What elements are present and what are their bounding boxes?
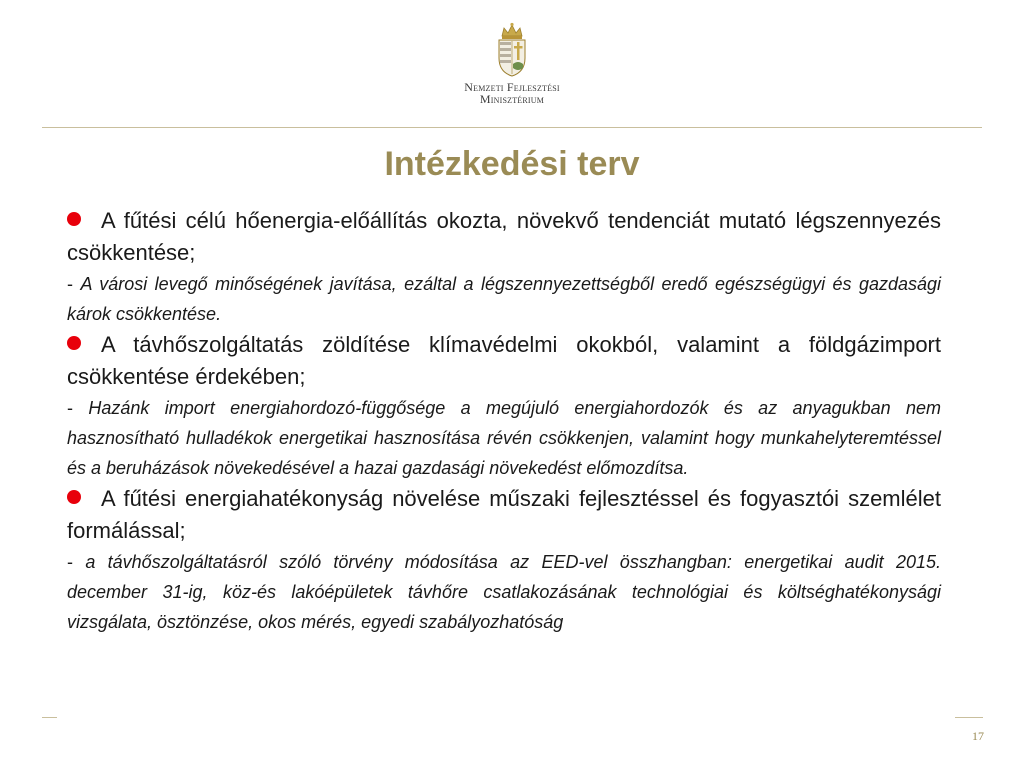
bullet-item bbox=[67, 483, 941, 547]
bullet-text: A fűtési célú hőenergia-előállítás okozta, növekvő tendenciát mutató légszennyezés csökkentése; bbox=[67, 208, 941, 265]
bullet-dot-icon bbox=[67, 336, 81, 350]
bullet-item bbox=[67, 205, 941, 269]
sub-text: a távhőszolgáltatásról szóló törvény módosítása az EED-vel összhangban: energetikai audit 2015. december 31-ig, köz-és lakóépületek távhőre csatlakozásának technológiai és költséghatékonysági vizsgálata, ösztönzése, okos mérés, egyedi szabályozhatóság bbox=[67, 552, 941, 632]
sub-item bbox=[67, 547, 941, 637]
footer-divider-left bbox=[42, 717, 57, 718]
hungarian-coat-of-arms-icon bbox=[494, 22, 530, 78]
page-number: 17 bbox=[972, 729, 984, 743]
ministry-name-line-2: Minisztérium bbox=[479, 92, 545, 106]
sub-text: A városi levegő minőségének javítása, ezáltal a légszennyezettségből eredő egészségügyi és gazdasági károk csökkentése. bbox=[67, 274, 942, 324]
ministry-name-line-1: Nemzeti Fejlesztési bbox=[464, 80, 560, 94]
bullet-item bbox=[67, 329, 941, 393]
slide-content bbox=[67, 205, 941, 637]
dash-icon: - bbox=[67, 552, 86, 572]
bullet-text: A fűtési energiahatékonyság növelése műszaki fejlesztéssel és fogyasztói szemlélet formálással; bbox=[67, 486, 941, 543]
dash-icon: - bbox=[67, 274, 81, 294]
bullet-text: A távhőszolgáltatás zöldítése klímavédelmi okokból, valamint a földgázimport csökkentése érdekében; bbox=[67, 332, 941, 389]
ministry-logo bbox=[0, 22, 1024, 105]
footer-divider-right bbox=[955, 717, 983, 718]
sub-text: Hazánk import energiahordozó-függősége a megújuló energiahordozók és az anyagukban nem hasznosítható hulladékok energetikai hasznosítása révén csökkenjen, valamint hogy munkahelyteremtéssel és a beruházások növekedésével a hazai gazdasági növekedést előmozdítsa. bbox=[67, 398, 941, 478]
ministry-name bbox=[464, 81, 559, 105]
bullet-dot-icon bbox=[67, 212, 81, 226]
dash-icon: - bbox=[67, 398, 89, 418]
sub-item bbox=[67, 269, 941, 329]
header-divider bbox=[42, 127, 982, 128]
slide-title: Intézkedési terv bbox=[384, 145, 640, 183]
sub-item bbox=[67, 393, 941, 483]
bullet-dot-icon bbox=[67, 490, 81, 504]
